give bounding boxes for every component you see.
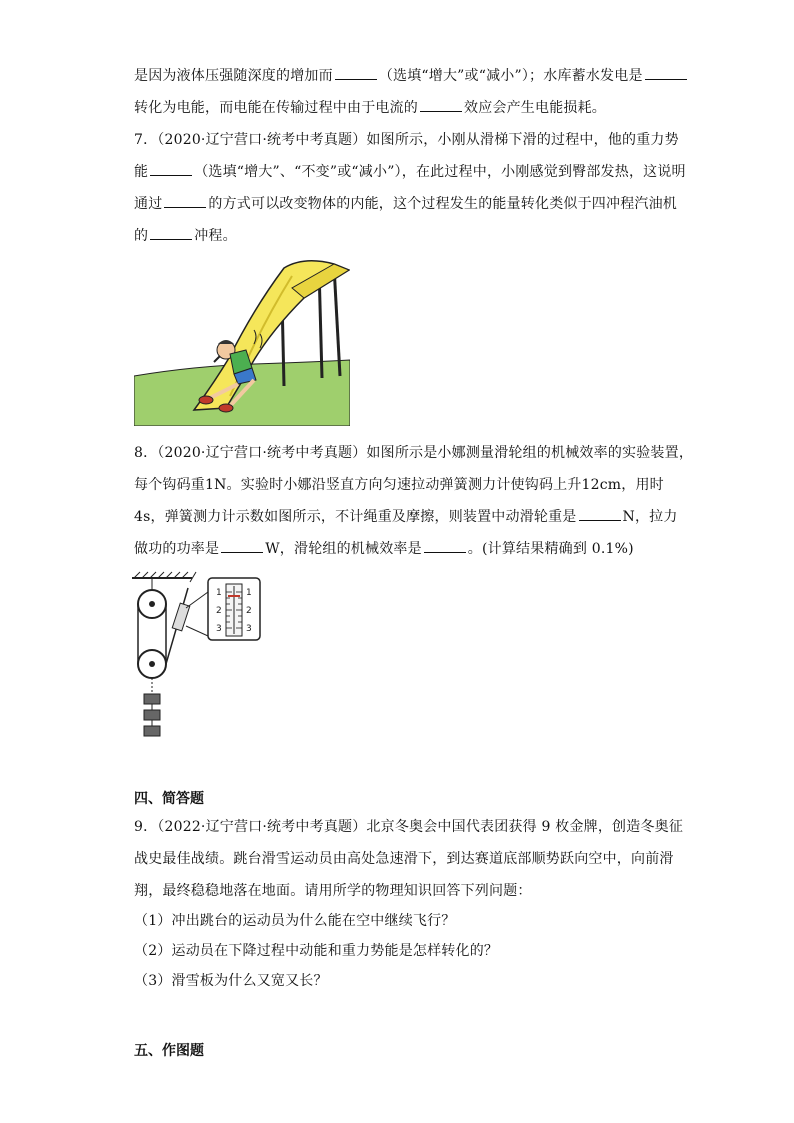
text: （选填“增大”或“减小”）；水库蓄水发电是 (378, 68, 643, 84)
scale-label-right-3: 3 (246, 624, 252, 634)
section-heading-5: 五、作图题 (134, 1043, 204, 1059)
text: 。(计算结果精确到 0.1%) (467, 541, 634, 557)
text: 是因为液体压强随深度的增加而 (134, 68, 333, 84)
q8-line-3 (134, 507, 678, 527)
text: 效应会产生电能损耗。 (464, 100, 606, 116)
q7-line-2 (134, 162, 686, 182)
answer-blank[interactable] (645, 66, 687, 80)
scale-label-left-3: 3 (216, 624, 222, 634)
q9-line-3: 翔，最终稳稳地落在地面。请用所学的物理知识回答下列问题： (134, 883, 532, 899)
answer-blank[interactable] (164, 194, 206, 208)
text: 的 (134, 228, 149, 244)
answer-blank[interactable] (420, 98, 462, 112)
text: 能 (134, 164, 149, 180)
pulley-apparatus-figure (132, 568, 264, 744)
q6-line-1 (134, 66, 689, 86)
text: 4s，弹簧测力计示数如图所示，不计绳重及摩擦，则装置中动滑轮重是 (134, 509, 577, 525)
scale-label-right-1: 1 (246, 588, 252, 598)
scale-label-left-2: 2 (216, 606, 222, 616)
q8-line-1: 8．（2020·辽宁营口·统考中考真题）如图所示是小娜测量滑轮组的机械效率的实验装置， (134, 445, 694, 461)
q6-line-2 (134, 98, 606, 118)
answer-blank[interactable] (424, 539, 466, 553)
text: 通过 (134, 196, 163, 212)
section-heading-4: 四、简答题 (134, 791, 204, 807)
q7-line-1: 7．（2020·辽宁营口·统考中考真题）如图所示，小刚从滑梯下滑的过程中，他的重力势 (134, 132, 679, 148)
q7-line-3 (134, 194, 677, 214)
q8-line-2: 每个钩码重1N。实验时小娜沿竖直方向匀速拉动弹簧测力计使钩码上升12cm，用时 (134, 477, 664, 493)
text: W，滑轮组的机械效率是 (265, 541, 422, 557)
text: 做功的功率是 (134, 541, 220, 557)
scale-label-right-2: 2 (246, 606, 252, 616)
answer-blank[interactable] (221, 539, 263, 553)
q8-line-4 (134, 539, 634, 559)
scale-label-left-1: 1 (216, 588, 222, 598)
q9-line-2: 战史最佳战绩。跳台滑雪运动员由高处急速滑下，到达赛道底部顺势跃向空中，向前滑 (134, 851, 674, 867)
text: （选填“增大”、“不变”或“减小”），在此过程中，小刚感觉到臀部发热，这说明 (194, 164, 686, 180)
text: 的方式可以改变物体的内能，这个过程发生的能量转化类似于四冲程汽油机 (208, 196, 678, 212)
text: N，拉力 (622, 509, 678, 525)
slide-illustration (134, 258, 350, 426)
q9-subquestion-1: （1）冲出跳台的运动员为什么能在空中继续飞行？ (134, 913, 456, 929)
q9-subquestion-2: （2）运动员在下降过程中动能和重力势能是怎样转化的？ (134, 943, 499, 959)
q9-subquestion-3: （3）滑雪板为什么又宽又长？ (134, 973, 328, 989)
answer-blank[interactable] (150, 162, 192, 176)
text: 转化为电能，而电能在传输过程中由于电流的 (134, 100, 418, 116)
answer-blank[interactable] (150, 226, 192, 240)
text: 冲程。 (194, 228, 237, 244)
q7-line-4 (134, 226, 237, 246)
q9-line-1: 9．（2022·辽宁营口·统考中考真题）北京冬奥会中国代表团获得 9 枚金牌，创造冬奥征 (134, 819, 684, 835)
answer-blank[interactable] (579, 507, 621, 521)
answer-blank[interactable] (335, 66, 377, 80)
